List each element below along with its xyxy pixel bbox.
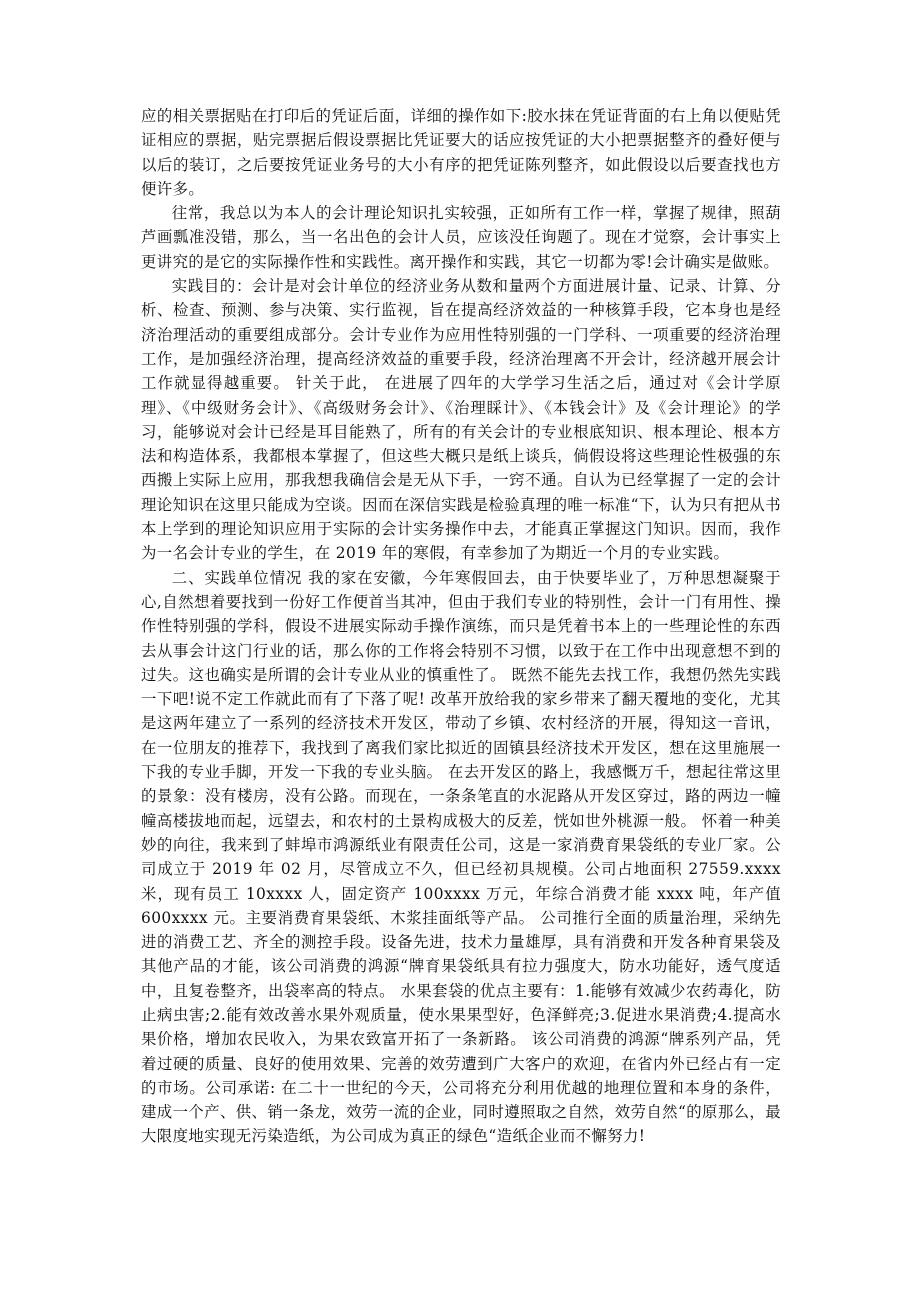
paragraph-practice-unit: 二、实践单位情况 我的家在安徽，今年寒假回去，由于快要毕业了，万种思想凝聚于心,自然想着要找到一份好工作便首当其冲，但由于我们专业的特别性，会计一门有用性、操作性特别强的学科，假设不进展实际动手操作演练，而只是凭着书本上的一些理论性的东西去从事会计这门行业的话，那么你的工作将会特别不习惯，以致于在工作中出现意想不到的过失。这也确实是所谓的会计专业从业的慎重性了。 既然不能先去找工作，我想仍然先实践一下吧!说不定工作就此而有了下落了呢! 改革开放给我的家乡带来了翻天覆地的变化，尤其是这两年建立了一系列的经济技术开发区，带动了乡镇、农村经济的开展，得知这一音讯，在一位朋友的推荐下，我找到了离我们家比拟近的固镇县经济技术开发区，想在这里施展一下我的专业手脚，开发一下我的专业头脑。 在去开发区的路上，我感慨万千，想起往常这里的景象：没有楼房，没有公路。而现在，一条条笔直的水泥路从开发区穿过，路的两边一幢幢高楼拔地而起，远望去，和农村的土景构成极大的反差，恍如世外桃源一般。 怀着一种美妙的向往，我来到了蚌埠市鸿源纸业有限责任公司，这是一家消费育果袋纸的专业厂家。公司成立于 2019 年 02 月，尽管成立不久，但已经初具规模。公司占地面积 27559.xxxx 米，现有员工 10xxxx 人，固定资产 100xxxx 万元，年综合消费才能 xxxx 吨，年产值 600xxxx 元。主要消费育果袋纸、木浆挂面纸等产品。 公司推行全面的质量治理，采纳先进的消费工艺、齐全的测控手段。设备先进，技术力量雄厚，具有消费和开发各种育果袋及其他产品的才能，该公司消费的鸿源“牌育果袋纸具有拉力强度大，防水功能好，透气度适中，且复卷整齐，出袋率高的特点。 水果套袋的优点主要有：1.能够有效减少农药毒化，防止病虫害;2.能有效改善水果外观质量，使水果果型好，色泽鲜亮;3.促进水果消费;4.提高水果价格，增加农民收入，为果农致富开拓了一条新路。 该公司消费的鸿源“牌系列产品，凭着过硬的质量、良好的使用效果、完善的效劳遭到广大客户的欢迎，在省内外已经占有一定的市场。公司承诺: 在二十一世纪的今天，公司将充分利用优越的地理位置和本身的条件，建成一个产、供、销一条龙，效劳一流的企业，同时遵照取之自然，效劳自然“的原那么，最大限度地实现无污染造纸，为公司成为真正的绿色“造纸企业而不懈努力! (141, 568, 781, 1146)
paragraph-practice-purpose: 实践目的：会计是对会计单位的经济业务从数和量两个方面进展计量、记录、计算、分析、检查、预测、参与决策、实行监视，旨在提高经济效益的一种核算手段，它本身也是经济治理活动的重要组成部分。会计专业作为应用性特别强的一门学科、一项重要的经济治理工作，是加强经济治理，提高经济效益的重要手段，经济治理离不开会计，经济越开展会计工作就显得越重要。 针关于此， 在进展了四年的大学学习生活之后，通过对《会计学原理》、《中级财务会计》、《高级财务会计》、《治理睬计》、《本钱会计》及《会计理论》的学习，能够说对会计已经是耳目能熟了，所有的有关会计的专业根底知识、根本理论、根本方法和构造体系，我都根本掌握了，但这些大概只是纸上谈兵，倘假设将这些理论性极强的东西搬上实际上应用，那我想我确信会是无从下手，一窍不通。自认为已经掌握了一定的会计理论知识在这里只能成为空谈。因而在深信实践是检验真理的唯一标准“下，认为只有把从书本上学到的理论知识应用于实际的会计实务操作中去，才能真正掌握这门知识。因而，我作为一名会计专业的学生，在 2019 年的寒假，有幸参加了为期近一个月的专业实践。 (141, 277, 781, 563)
paragraph-receipt-attachment: 应的相关票据贴在打印后的凭证后面，详细的操作如下:胶水抹在凭证背面的右上角以便贴凭证相应的票据，贴完票据后假设票据比凭证要大的话应按凭证的大小把票据整齐的叠好便与以后的装订，之后要按凭证业务号的大小有序的把凭证陈列整齐，如此假设以后要查找也方便许多。 (141, 107, 781, 198)
paragraph-accounting-practice: 往常，我总以为本人的会计理论知识扎实较强，正如所有工作一样，掌握了规律，照葫芦画瓢准没错，那么，当一名出色的会计人员，应该没任询题了。现在才觉察，会计事实上更讲究的是它的实际操作性和实践性。离开操作和实践，其它一切都为零!会计确实是做账。 (141, 204, 781, 271)
document-page (141, 104, 781, 1149)
